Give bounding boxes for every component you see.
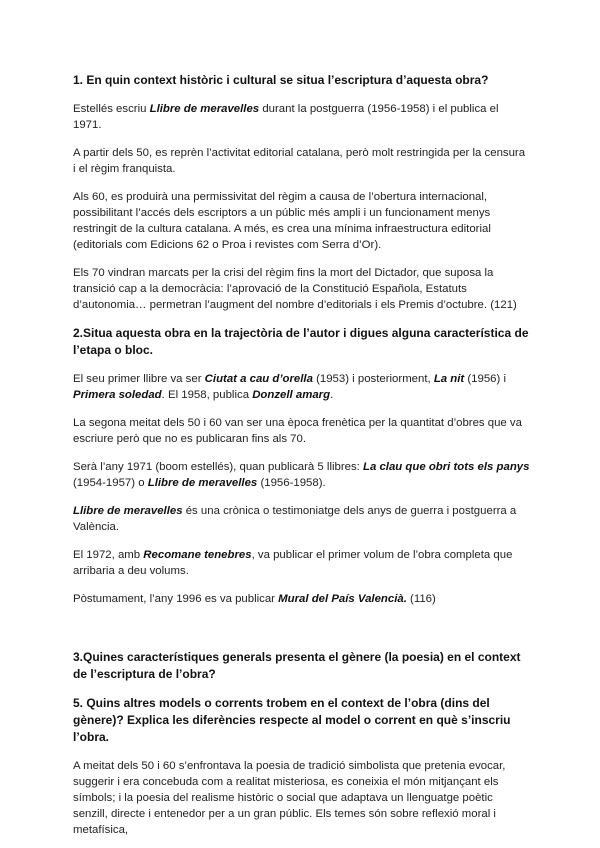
q1-paragraph-1 — [73, 101, 530, 133]
q1-paragraph-3: Als 60, es produirà una permissivitat del règim a causa de l’obertura internacional, possibilitant l’accés dels escriptors a un públic més ampli i un funcionament menys restringit de la cultura catalana. A més, es crea una mínima infraestructura editorial (editorials com Edicions 62 o Proa i revistes com Serra d’Or). — [73, 191, 491, 251]
text-run: Pòstumament, l’any 1996 es va publicar — [73, 593, 279, 605]
book-title: Llibre de meravelles — [73, 505, 183, 517]
text-run: (1954-1957) o — [73, 477, 148, 489]
text-run: (1956-1958). — [257, 477, 326, 489]
question-5-heading: 5. Quins altres models o corrents trobem en el context de l’obra (dins del gènere)? Explica les diferències respecte al model o corrent en què s’inscriu l’obra. — [73, 696, 511, 744]
question-2-heading: 2.Situa aquesta obra en la trajectòria de l’autor i digues alguna característica de l’etapa o bloc. — [73, 326, 529, 357]
text-run: durant la postguerra (1956-1958) i el publica el 1971. — [73, 103, 499, 131]
q2-paragraph-2: La segona meitat dels 50 i 60 van ser una època frenètica per la quantitat d’obres que va escriure però que no es publicaran fins als 70. — [73, 417, 522, 445]
text-run: . El 1958, publica — [161, 389, 253, 401]
q5-paragraph-1: A meitat dels 50 i 60 s’enfrontava la poesia de tradició simbolista que pretenia evocar, suggerir i era concebuda com a realitat misteriosa, es coneixia el món mitjançant els símbols; i la poesia del realisme històric o social que adaptava un llenguatge poètic senzill, directe i entenedor per a un gran públic. Els temes són sobre reflexió moral i metafísica, — [73, 760, 506, 836]
book-title: Donzell amarg — [252, 389, 331, 401]
text-run: és una crònica o testimoniatge dels anys de guerra i postguerra a València. — [73, 505, 517, 533]
text-run: (1953) i posteriorment, — [312, 373, 434, 385]
text-run: Serà l’any 1971 (boom estellés), quan publicarà 5 llibres: — [73, 461, 363, 473]
section-gap — [73, 619, 530, 649]
question-1-heading: 1. En quin context històric i cultural se situa l’escriptura d’aquesta obra? — [73, 73, 489, 87]
q1-paragraph-2: A partir dels 50, es reprèn l’activitat editorial catalana, però molt restringida per la censura i el règim franquista. — [73, 147, 526, 175]
book-title: Llibre de meravelles — [147, 477, 258, 489]
text-run: , va publicar el primer volum de l’obra completa que arribaria a deu volums. — [73, 549, 513, 577]
book-title: Llibre de meravelles — [149, 103, 260, 115]
q2-paragraph-1 — [73, 371, 530, 403]
text-run: (116) — [406, 593, 436, 605]
question-3-heading: 3.Quines característiques generals presenta el gènere (la poesia) en el context de l’escriptura de l’obra? — [73, 650, 521, 681]
book-title: Mural del País Valencià. — [278, 593, 407, 605]
q2-paragraph-3 — [73, 459, 530, 491]
text-run: El 1972, amb — [73, 549, 144, 561]
q2-paragraph-6 — [73, 591, 530, 607]
book-title: Ciutat a cau d’orella — [204, 373, 313, 385]
book-title: La nit — [433, 373, 465, 385]
text-run: El seu primer llibre va ser — [73, 373, 205, 385]
book-title: Primera soledad — [73, 389, 162, 401]
q2-paragraph-4 — [73, 503, 530, 535]
q1-paragraph-4: Els 70 vindran marcats per la crisi del règim fins la mort del Dictador, que suposa la transició cap a la democràcia: l’aprovació de la Constitució Española, Estatuts d’autonomia… permetran l’augment del nombre d’editorials i els Premis d’octubre. (121) — [73, 267, 517, 311]
text-run: Estellés escriu — [73, 103, 150, 115]
book-title: Recomane tenebres — [143, 549, 252, 561]
book-title: La clau que obri tots els panys — [363, 461, 530, 473]
q2-paragraph-5 — [73, 547, 530, 579]
text-run: (1956) i — [464, 373, 507, 385]
text-run: . — [330, 389, 334, 401]
